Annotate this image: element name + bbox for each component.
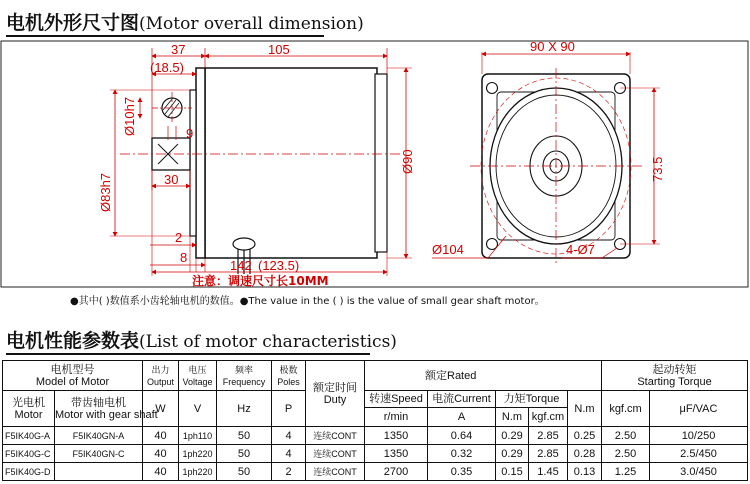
cell-start-nm: 0.25 — [568, 427, 602, 445]
cell-speed: 2700 — [365, 463, 428, 481]
h-gear-cn: 带齿轴电机 — [71, 396, 126, 409]
u-start-nm: N.m — [568, 391, 602, 427]
dim-flange-dia: Ø83h7 — [98, 172, 113, 212]
cell-poles: 4 — [272, 445, 306, 463]
dim-square: 90 X 90 — [530, 39, 575, 54]
dim-142: 142 — [230, 258, 252, 273]
cell-nm: 0.29 — [496, 427, 529, 445]
table-title-en: (List of motor characteristics) — [139, 332, 397, 352]
motor-end-cap — [375, 74, 387, 252]
cell-kgf: 2.85 — [529, 427, 568, 445]
h-output — [143, 361, 179, 391]
cell-duty: 连续CONT — [306, 445, 365, 463]
front-view — [432, 39, 665, 265]
cell-cap: 2.5/450 — [650, 445, 748, 463]
u-start-kgf: kgf.cm — [602, 391, 650, 427]
h-duty-en: Duty — [323, 393, 347, 406]
u-output: W — [143, 391, 179, 427]
h-model-cn: 电机型号 — [50, 363, 95, 376]
h-voltage-cn: 电压 — [188, 364, 207, 375]
dim-key: 9 — [186, 126, 194, 141]
cell-gear — [55, 463, 143, 481]
flange-pilot — [190, 90, 196, 236]
dim-73-5: 73.5 — [650, 156, 665, 182]
cell-output: 40 — [143, 427, 179, 445]
cell-poles: 4 — [272, 427, 306, 445]
h-duty — [306, 361, 365, 427]
h-starting-en: Starting Torque — [637, 375, 712, 388]
table-row — [3, 463, 748, 481]
u-freq: Hz — [217, 391, 272, 427]
cell-speed: 1350 — [365, 427, 428, 445]
dimension-title-cn: 电机外形尺寸图 — [6, 12, 140, 34]
h-freq-en: Frequency — [222, 376, 266, 387]
dim-body-dia: Ø90 — [400, 149, 415, 174]
table-section-title — [6, 326, 397, 353]
motor-body — [205, 68, 377, 258]
motor-flange — [196, 68, 205, 258]
dim-shaft-dia: Ø10h7 — [122, 96, 137, 136]
table-title-cn: 电机性能参数表 — [6, 330, 140, 352]
h-model — [3, 361, 143, 391]
footnote: ●其中( )数值系小齿轮轴电机的数值。●The value in the ( ) is the value of small gear shaft motor。 — [70, 296, 545, 307]
cell-voltage: 1ph110 — [179, 427, 217, 445]
h-rated: 额定Rated — [365, 361, 602, 391]
dim-18-5: (18.5) — [150, 60, 184, 75]
h-output-cn: 出力 — [151, 364, 170, 375]
cell-motor: F5IK40G-C — [3, 445, 55, 463]
drawing-panel — [0, 40, 750, 310]
h-starting-torque — [602, 361, 748, 391]
u-current: A — [428, 408, 496, 427]
h-model-en: Model of Motor — [35, 375, 110, 388]
cell-current: 0.35 — [428, 463, 496, 481]
cell-motor: F5IK40G-D — [3, 463, 55, 481]
h-poles-en: Poles — [277, 376, 300, 387]
h-speed: 转速Speed — [365, 391, 428, 408]
dim-8: 8 — [180, 250, 188, 265]
dim-2: 2 — [175, 230, 183, 245]
table-row — [3, 445, 748, 463]
header-row-1 — [3, 361, 748, 391]
cell-cap: 10/250 — [650, 427, 748, 445]
cell-kgf: 2.85 — [529, 445, 568, 463]
dim-pcd: Ø104 — [432, 242, 464, 257]
cell-start-nm: 0.28 — [568, 445, 602, 463]
h-voltage-en: Voltage — [182, 376, 213, 387]
u-voltage: V — [179, 391, 217, 427]
h-gear-en: Motor with gear shaft — [55, 408, 158, 421]
dim-105: 105 — [268, 42, 290, 57]
cell-output: 40 — [143, 445, 179, 463]
cell-cap: 3.0/450 — [650, 463, 748, 481]
h-output-en: Output — [146, 376, 175, 387]
cell-kgf: 1.45 — [529, 463, 568, 481]
cell-gear: F5IK40GN-A — [55, 427, 143, 445]
h-current: 电流Current — [428, 391, 496, 408]
motor-spec-table — [2, 360, 748, 481]
table-title-rule — [6, 353, 370, 355]
dim-123-5: (123.5) — [258, 258, 300, 273]
speed-note: 注意：调速尺寸长10MM — [192, 274, 329, 288]
cell-poles: 2 — [272, 463, 306, 481]
cell-start-nm: 0.13 — [568, 463, 602, 481]
cell-duty: 连续CONT — [306, 427, 365, 445]
h-freq-cn: 频率 — [234, 364, 253, 375]
cell-current: 0.32 — [428, 445, 496, 463]
h-voltage — [179, 361, 217, 391]
dim-30: 30 — [164, 172, 179, 187]
cell-start-kgf: 1.25 — [602, 463, 650, 481]
cell-voltage: 1ph220 — [179, 445, 217, 463]
h-motor-en: Motor — [14, 408, 43, 421]
u-poles: P — [272, 391, 306, 427]
u-speed: r/min — [365, 408, 428, 427]
cell-nm: 0.29 — [496, 445, 529, 463]
h-frequency — [217, 361, 272, 391]
cell-motor: F5IK40G-A — [3, 427, 55, 445]
table-row — [3, 427, 748, 445]
cell-freq: 50 — [217, 427, 272, 445]
h-motor-cn: 光电机 — [12, 396, 45, 409]
cell-duty: 连续CONT — [306, 463, 365, 481]
cell-current: 0.64 — [428, 427, 496, 445]
h-starting-cn: 起动转矩 — [652, 363, 697, 376]
h-torque: 力矩Torque — [496, 391, 568, 408]
cell-voltage: 1ph220 — [179, 463, 217, 481]
cell-speed: 1350 — [365, 445, 428, 463]
cell-freq: 50 — [217, 445, 272, 463]
cell-start-kgf: 2.50 — [602, 445, 650, 463]
cable-gland — [233, 238, 255, 250]
dimension-section-title — [6, 8, 364, 35]
h-poles — [272, 361, 306, 391]
cell-output: 40 — [143, 463, 179, 481]
dimension-title-en: (Motor overall dimension) — [139, 14, 364, 34]
h-motor — [3, 391, 55, 427]
dimension-title-rule — [6, 35, 324, 37]
h-duty-cn: 额定时间 — [313, 381, 357, 394]
cell-gear: F5IK40GN-C — [55, 445, 143, 463]
u-nm: N.m — [496, 408, 529, 427]
u-cap: μF/VAC — [650, 391, 748, 427]
header-row-2 — [3, 391, 748, 408]
cell-start-kgf: 2.50 — [602, 427, 650, 445]
drawing-svg — [0, 40, 750, 310]
h-gear-motor — [55, 391, 158, 427]
side-view — [98, 42, 415, 288]
h-poles-cn: 极数 — [279, 364, 298, 375]
u-kgf: kgf.cm — [529, 408, 568, 427]
cell-freq: 50 — [217, 463, 272, 481]
dim-holes: 4-Ø7 — [566, 242, 595, 257]
dim-37: 37 — [171, 42, 186, 57]
cell-nm: 0.15 — [496, 463, 529, 481]
